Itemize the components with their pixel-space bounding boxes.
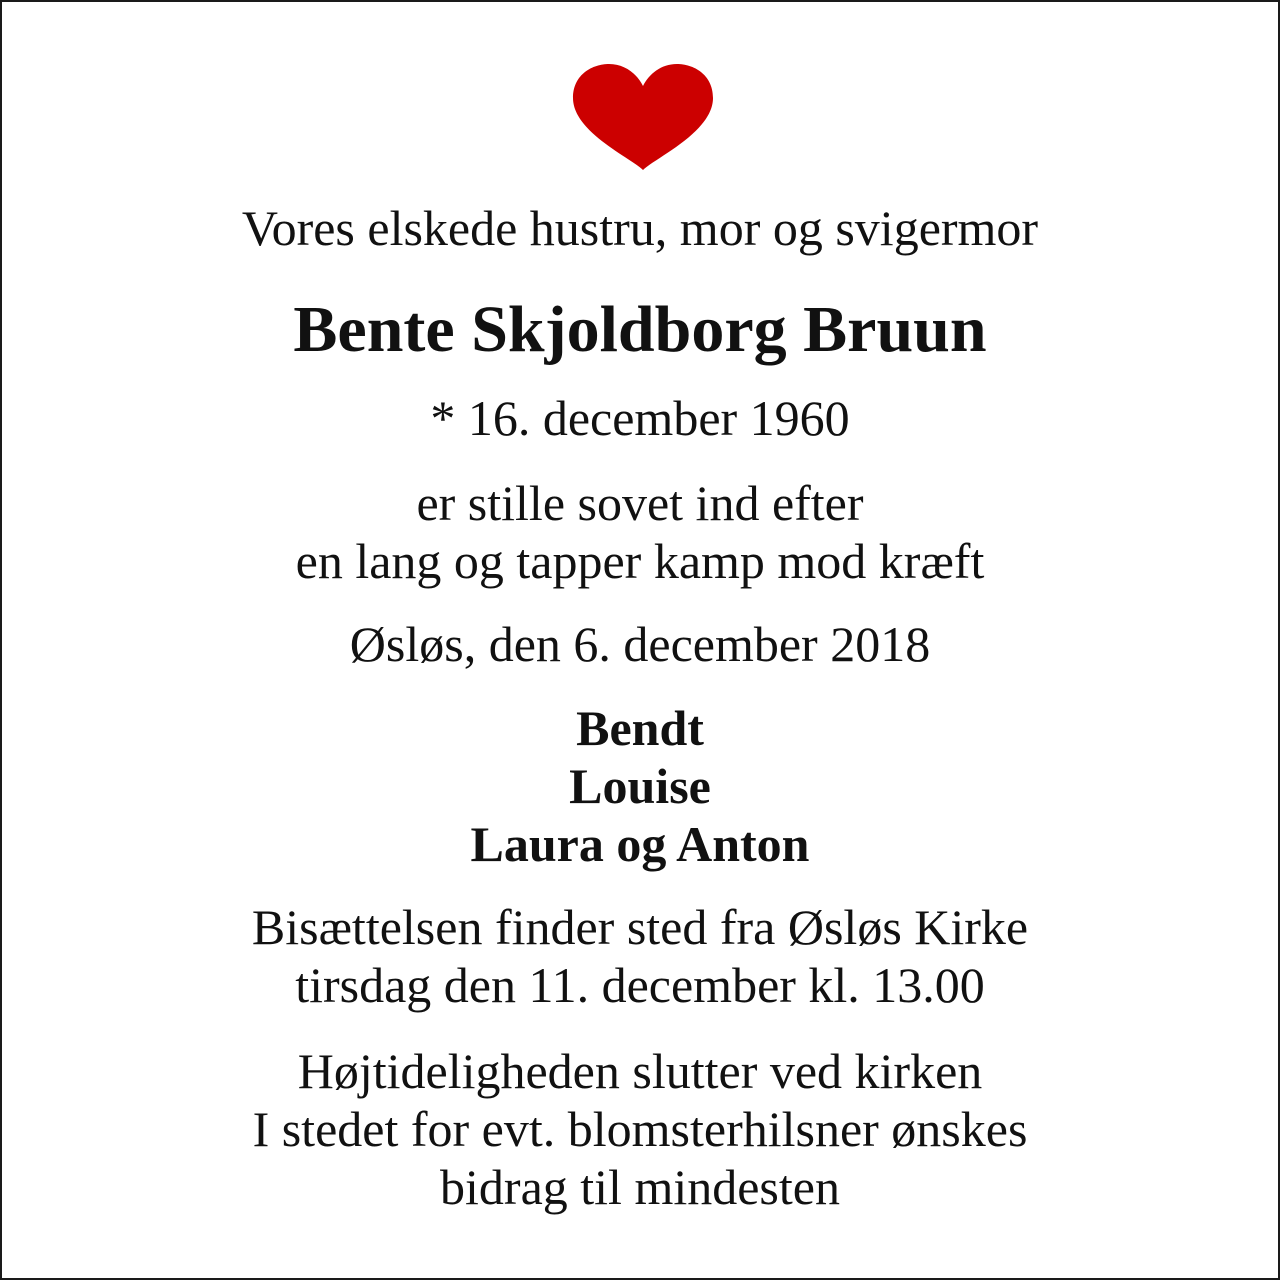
closing-line: I stedet for evt. blomsterhilsner ønskes (252, 1101, 1028, 1157)
heart-shape (573, 64, 713, 170)
family-names (2, 699, 1278, 873)
passing-line: en lang og tapper kamp mod kræft (295, 533, 985, 589)
heart-icon (571, 62, 715, 172)
place-date: Øsløs, den 6. december 2018 (349, 616, 931, 672)
funeral-line: tirsdag den 11. december kl. 13.00 (295, 957, 985, 1013)
family-member: Louise (569, 758, 711, 814)
passing-text (2, 474, 1278, 590)
passing-line: er stille sovet ind efter (416, 475, 864, 531)
deceased-name: Bente Skjoldborg Bruun (293, 293, 987, 366)
family-member: Bendt (576, 700, 704, 756)
closing-line: Højtideligheden slutter ved kirken (297, 1043, 983, 1099)
funeral-info (2, 898, 1278, 1014)
birth-date: * 16. december 1960 (430, 390, 850, 446)
funeral-line: Bisættelsen finder sted fra Øsløs Kirke (251, 899, 1029, 955)
family-member: Laura og Anton (470, 816, 810, 872)
closing-line: bidrag til mindesten (440, 1159, 840, 1215)
closing-info (2, 1042, 1278, 1216)
intro-text: Vores elskede hustru, mor og svigermor (241, 200, 1039, 256)
